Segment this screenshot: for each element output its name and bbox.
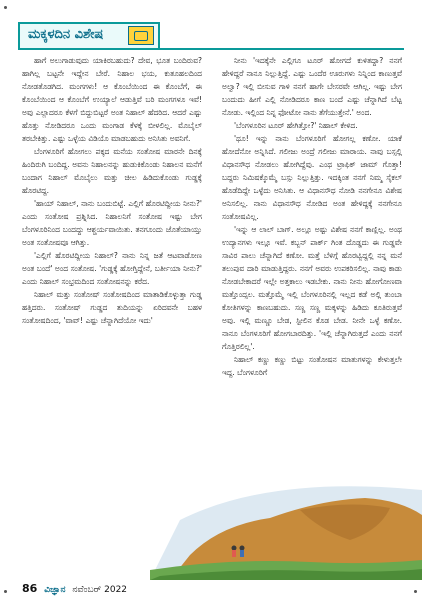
- article-paragraph: 'ಥೂ! ಇನ್ನು ನಾನು ಬೆಂಗಳೂರಿಗೆ ಹೋಗಲ್ಲ ಕಣೋ. ಯಾಕೆ ಹೋದೆನೋ ಅನ್ನಿಸಿದೆ. ಗಲೀಜು ಅಂದ್ರೆ ಗಲೀಜು ಮಾರಾಯ. ನಾವು ಬಸ್ಸಲ್ಲಿ ವಿಧಾನಸೌಧ ನೋಡಲು ಹೋಗಿದ್ದೆವು. ಎಂಥ ಟ್ರಾಫಿಕ್ ಜಾಮ್ ಗೊತ್ತಾ! ಬದ್ದರು ನಿಮಿಷಕ್ಕೊಮ್ಮೆ ಬಸ್ಸು ನಿಲ್ಲುತ್ತಿತ್ತು. ಇದಕ್ಕಿಂತ ನನಗೆ ನಿಮ್ಮ ಸೈಕಲ್ ಹೊಡೆದಿದ್ದೇ ಒಳ್ಳೆದು ಅನಿಸಿತು. ಆ ವಿಧಾನಸೌಧ ನೋಡಿ ನನಗೇನೂ ವಿಶೇಷ ಅನಿಸಲಿಲ್ಲ. ನಾನು ವಿಧಾನಸೌಧ ನೋಡಿದ ಅಂತ ಹೇಳಿದ್ದಕ್ಕೆ ನನಗೇನೂ ಸಂತೋಷವಿಲ್ಲ.: [222, 134, 402, 221]
- hill-illustration: [150, 470, 422, 580]
- section-header: [18, 22, 404, 50]
- article-paragraph: ಹಾಗೆ ಅಲುಗಾಡುವುದು ಯಾಕಿರಬಹುದು? ದೇವ, ಭೂತ ಬಂದಿರುವ? ಹಾಗಿಲ್ಲ ಬಟ್ಟನೇ ಇದ್ದೇನ ಬೇರೆ. ನಿಹಾಲ ಭಯ, ಕುತೂಹಲದಿಂದ ನೋಡತೊಡಗಿದ. ಮಂಗಗಳು! ಆ ಕೊಂಬೆಯಿಂದ ಈ ಕೊಂಬೆಗೆ, ಈ ಕೊಂಬೆಯಿಂದ ಆ ಕೊಂಬೆಗೆ ಉಯ್ಯಾಲೆ ಆಡುತ್ತಿವೆ ಬರಿ ಮಂಗಗಳೂ ಇವೆ! ಅವು ಎಲ್ಲಾದರೂ ಕೆಳಗೆ ಬಿದ್ದುಬಿಟ್ಟರೆ ಅಂತ ನಿಹಾಲ್ ಹೆದರಿದ. ಆದರೆ ಎಷ್ಟು ಹೊತ್ತು ನೋಡಿದರೂ ಒಂದು ಮಂಗಾಡ ಕೆಳಕ್ಕೆ ಬೀಳಲಿಲ್ಲ. ಮೊಬೈಲ್ ತರಬೇಕಿತ್ತು. ಎಷ್ಟು ಒಳ್ಳೆಯ ವಿಡಿಯೊ ಮಾಡಬಹುದು ಅನಿಸಿತು ಅವನಿಗೆ.: [22, 56, 202, 143]
- issue-date: ನವೆಂಬರ್ 2022: [72, 585, 128, 595]
- article-paragraph: 'ಹಾಯ್ ನಿಹಾಲ್, ನಾನು ಬಂದುಬಿಟ್ಟೆ. ಎಲ್ಲಿಗೆ ಹೊರಟಿದ್ದೀಯ ನೀನು?' ಎಂದು ಸಂತೋಷ ಪ್ರಶ್ನಿಸಿದ. ನಿಹಾಲನಿಗೆ ಸಂತೋಷ ಇಷ್ಟು ಬೇಗ ಬೆಂಗಳೂರಿನಿಂದ ಬಂದದ್ದು ಆಶ್ಚರ್ಯವಾಯಿತು. ತನಗೂಂದು ಜೊತೆಯಾಯ್ತು ಅಂತ ಸಂತೋಷವೂ ಆಗಿತ್ತು.: [22, 199, 202, 247]
- article-paragraph: 'ಎಲ್ಲಿಗೆ ಹೊರಟಿದ್ದೀಯ ನಿಹಾಲ್? ನಾನು ನಿನ್ನ ಜತೆ ಆಟವಾಡೋಣ ಅಂತ ಬಂದೆ' ಅಂದ ಸಂತೋಷ. 'ಗುಡ್ಡಕ್ಕೆ ಹೋಗ್ತಿದ್ದೇನೆ, ಬರ್ತೀಯಾ ನೀನು?' ಎಂದು ನಿಹಾಲ್ ಸಂಭ್ರಮದಿಂದ ಸಂತೋಷನನ್ನು ಕರೆದ.: [22, 251, 202, 286]
- page-footer: [22, 582, 127, 596]
- article-paragraph: ನಿಹಾಲ್ ಕಣ್ಣು ಕಣ್ಣು ಬಿಟ್ಟು ಸಂತೋಷನ ಮಾತುಗಳನ್ನು ಕೇಳುತ್ತಲೇ ಇದ್ದ. ಬೆಂಗಳೂರಿಗೆ: [222, 355, 402, 377]
- flag-icon: [128, 26, 154, 45]
- page-corner-dot: [4, 6, 7, 9]
- page-corner-dot: [414, 590, 417, 593]
- article-paragraph: 'ಇನ್ನು ಆ ಲಾಲ್ ಬಾಗ್. ಅಲ್ಲೂ ಅಷ್ಟು ವಿಶೇಷ ನನಗೆ ಕಾಣ್ಲಿಲ್ಲ. ಅಂಥ ಉದ್ಯಾನಗಳು ಇಲ್ಲೂ ಇವೆ. ಕಬ್ಬನ್ ಪಾರ್ಕ್ ಗಿಂತ ದೊಡ್ಡದು ಈ ಗುಡ್ಡವೇ ಸಾವಿರ ಪಾಲು ಚೆನ್ನಾಗಿದೆ ಕಣೋ. ಮತ್ತೆ ಬೆಳಿಗ್ಗೆ ಹೊರಟ್ವಿದ್ದಲ್ಲಿ ನನ್ನ ಮನೆ ತಲುಪುವ ದಾರಿ ಮಾಡುತ್ತಿದ್ದರು. ನನಗೆ ಅವರು ಉಪಕರಿಸಲಿಲ್ಲ. ನಾವು ಕಾಡು ನೋಡಬೇಕಾದರೆ ಇಲ್ಲೇ ಅತ್ತಕಾಲು ಇಡಬೇಕು. ನಾನು ನೀನು ಹೋಗೋಣವಾ ಮತ್ತೊಂದ್ಸಲ. ಮತ್ತೊಮ್ಮೆ ಇಲ್ಲಿ ಬೆಂಗಳೂರಿನಲ್ಲಿ ಇಲ್ಲದ ಕಡೆ ಅಲ್ಲಿ ತುಂಬಾ ಕೋತಿಗಳನ್ನು ಕಾಣಬಹುದು. ಸಣ್ಣ ಸಣ್ಣ ಮಕ್ಕಳನ್ನು ಹಿಡಿದು ಕೂತಿರುತ್ತವೆ ಅವು. ಇಲ್ಲಿ ಮಣ್ಣೂ ಬೇಡ, ಸ್ಟೀಲಿನ ಕೊಡ ಬೇಡ. ನೀನೇ ಒಳ್ಳೆ ಕಣೋ. ನಾನೂ ಬೆಂಗಳೂರಿಗೆ ಹೋಗಬಾರದಿತ್ತು. 'ಇಲ್ಲಿ ಚೆನ್ನಾಗಿರುತ್ತದೆ ಎಂದು ನನಗೆ ಗೊತ್ತಿರಲಿಲ್ಲ'.: [222, 225, 402, 351]
- article-column-right: [222, 54, 402, 474]
- article-column-left: [22, 54, 202, 538]
- article-paragraph: ಬೆಂಗಳೂರಿಗೆ ಹೋಗಲು ಪಕ್ಕದ ಮನೆಯ ಸಂತೋಷ ಮಾರನೇ ದಿನಕ್ಕೆ ಹಿಂದಿರುಗಿ ಬಂದಿದ್ದ. ಅವನು ನಿಹಾಲನನ್ನು ಹುಡುಕಿಕೊಂಡು ನಿಹಾಲನ ಮನೆಗೆ ಬಂದಾಗ ನಿಹಾಲ್ ಮೊಬೈಲು ಮತ್ತು ಚೀಲ ಹಿಡಿದುಕೊಂಡು ಗುಡ್ಡಕ್ಕೆ ಹೊರಟಿದ್ದ.: [22, 147, 202, 195]
- article-paragraph: ನೀನು 'ಇದಕ್ಕೆನೇ ಎಲ್ಲಿಗೂ ಟೂರ್ ಹೋಗದೆ ಕುಳಿತದ್ದಾ? ನನಗೆ ಹೇಳಿದ್ದರೆ ನಾನೂ ನಿಲ್ಲುತ್ತಿದ್ದೆ. ಎಷ್ಟು ಒಂದೆರ ಊರುಗಳು ನಿನ್ನಿಂದ ಕಾಣುತ್ತವೆ ಅಲ್ವಾ? ಇಲ್ಲಿ ಬೀಸುವ ಗಾಳಿ ನನಗೆ ಹಾಗೇ ಬೇಸರವೇ ಆಗಿಲ್ಲ. ಇಷ್ಟು ಬೇಗ ಬಂದುದು ಹೀಗೆ ಎಲ್ಲಿ ನೋಡಿದರೂ ಕಾಣ ಬಂದೆ ಎಷ್ಟು ಚೆನ್ನಾಗಿದೆ ಬೆಟ್ಟ ನೋಡು. ಇಲ್ಲಿಂದ ನಿನ್ನ ಫೋಟೋ ನಾನು ತೆಗೆಯುತ್ತೇನೆ.' ಅಂದ.: [222, 56, 402, 117]
- magazine-name: ವಿಜ್ಞಾನ: [44, 585, 66, 595]
- section-header-box: [18, 22, 160, 48]
- page-corner-dot: [4, 590, 7, 593]
- section-title: ಮಕ್ಕಳದಿನ ವಿಶೇಷ: [28, 27, 104, 42]
- page-number: 86: [22, 582, 38, 595]
- article-paragraph: 'ಬೆಂಗಳೂರಿನ ಟೂರ್ ಹೇಗಿತ್ತೋ?' ನಿಹಾಲ್ ಕೇಳಿದ.: [234, 121, 358, 130]
- article-paragraph: ನಿಹಾಲ್ ಮತ್ತು ಸಂತೋಷ್ ಸಂತೋಷದಿಂದ ಮಾತಾಡಿಕೊಳ್ಳುತ್ತಾ ಗುಡ್ಡ ಹತ್ತಿದರು. ಸಂತೋಷ್ ಗುಡ್ಡದ ತುದಿಯನ್ನು ಏರಿದವನೇ ಬಹಳ ಸಂತೋಷದಿಂದ, 'ವಾವ್! ಎಷ್ಟು ಚೆನ್ನಾಗಿದೆಯೋ ಇದು': [22, 290, 202, 325]
